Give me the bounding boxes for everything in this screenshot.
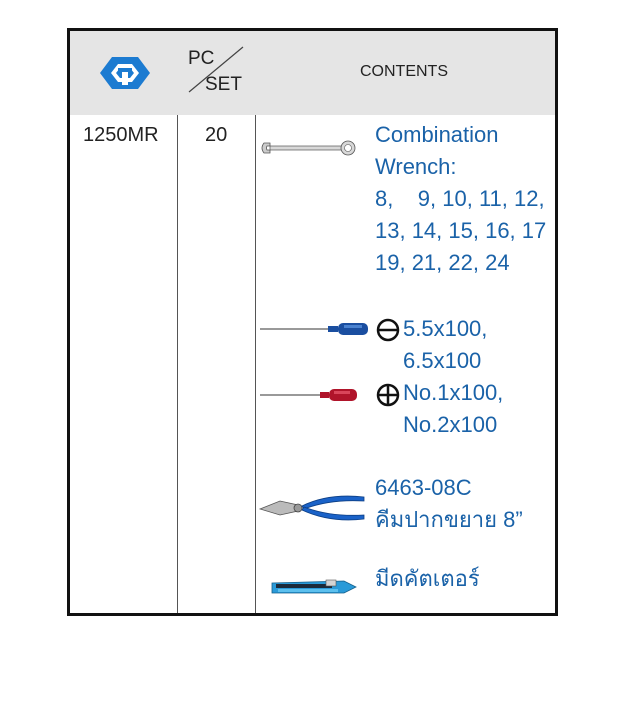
wrench-sizes-line2: 13, 14, 15, 16, 17 xyxy=(375,218,547,243)
wrench-sizes-line1: 8, 9, 10, 11, 12, xyxy=(375,186,545,211)
wrench-title-line2: Wrench: xyxy=(375,154,457,179)
phillips-symbol-icon xyxy=(376,383,400,407)
slotted-size-line2: 6.5x100 xyxy=(403,348,482,373)
piece-count: 20 xyxy=(205,124,228,146)
table-header xyxy=(70,31,555,115)
slotted-symbol-icon xyxy=(376,318,400,342)
slip-joint-pliers-icon xyxy=(258,491,368,525)
wrench-sizes-line3: 19, 21, 22, 24 xyxy=(375,250,510,275)
set-label: SET xyxy=(205,74,242,95)
column-divider xyxy=(255,115,256,613)
brand-logo-icon xyxy=(98,53,152,93)
pliers-code: 6463-08C xyxy=(375,475,472,500)
slotted-size-line1: 5.5x100, xyxy=(403,316,488,341)
utility-knife-icon xyxy=(268,575,360,599)
wrench-title-line1: Combination xyxy=(375,122,499,147)
model-number: 1250MR xyxy=(83,124,159,146)
phillips-screwdriver-icon xyxy=(260,387,360,403)
slotted-screwdriver-icon xyxy=(260,321,370,337)
pc-label: PC xyxy=(188,48,215,69)
phillips-size-line1: No.1x100, xyxy=(403,380,504,405)
contents-header: CONTENTS xyxy=(360,63,448,80)
cutter-name: มีดคัตเตอร์ xyxy=(375,566,480,591)
combination-wrench-icon xyxy=(260,137,358,159)
column-divider xyxy=(177,115,178,613)
product-table xyxy=(67,28,558,616)
pliers-name: คีมปากขยาย 8” xyxy=(375,507,523,532)
phillips-size-line2: No.2x100 xyxy=(403,412,498,437)
